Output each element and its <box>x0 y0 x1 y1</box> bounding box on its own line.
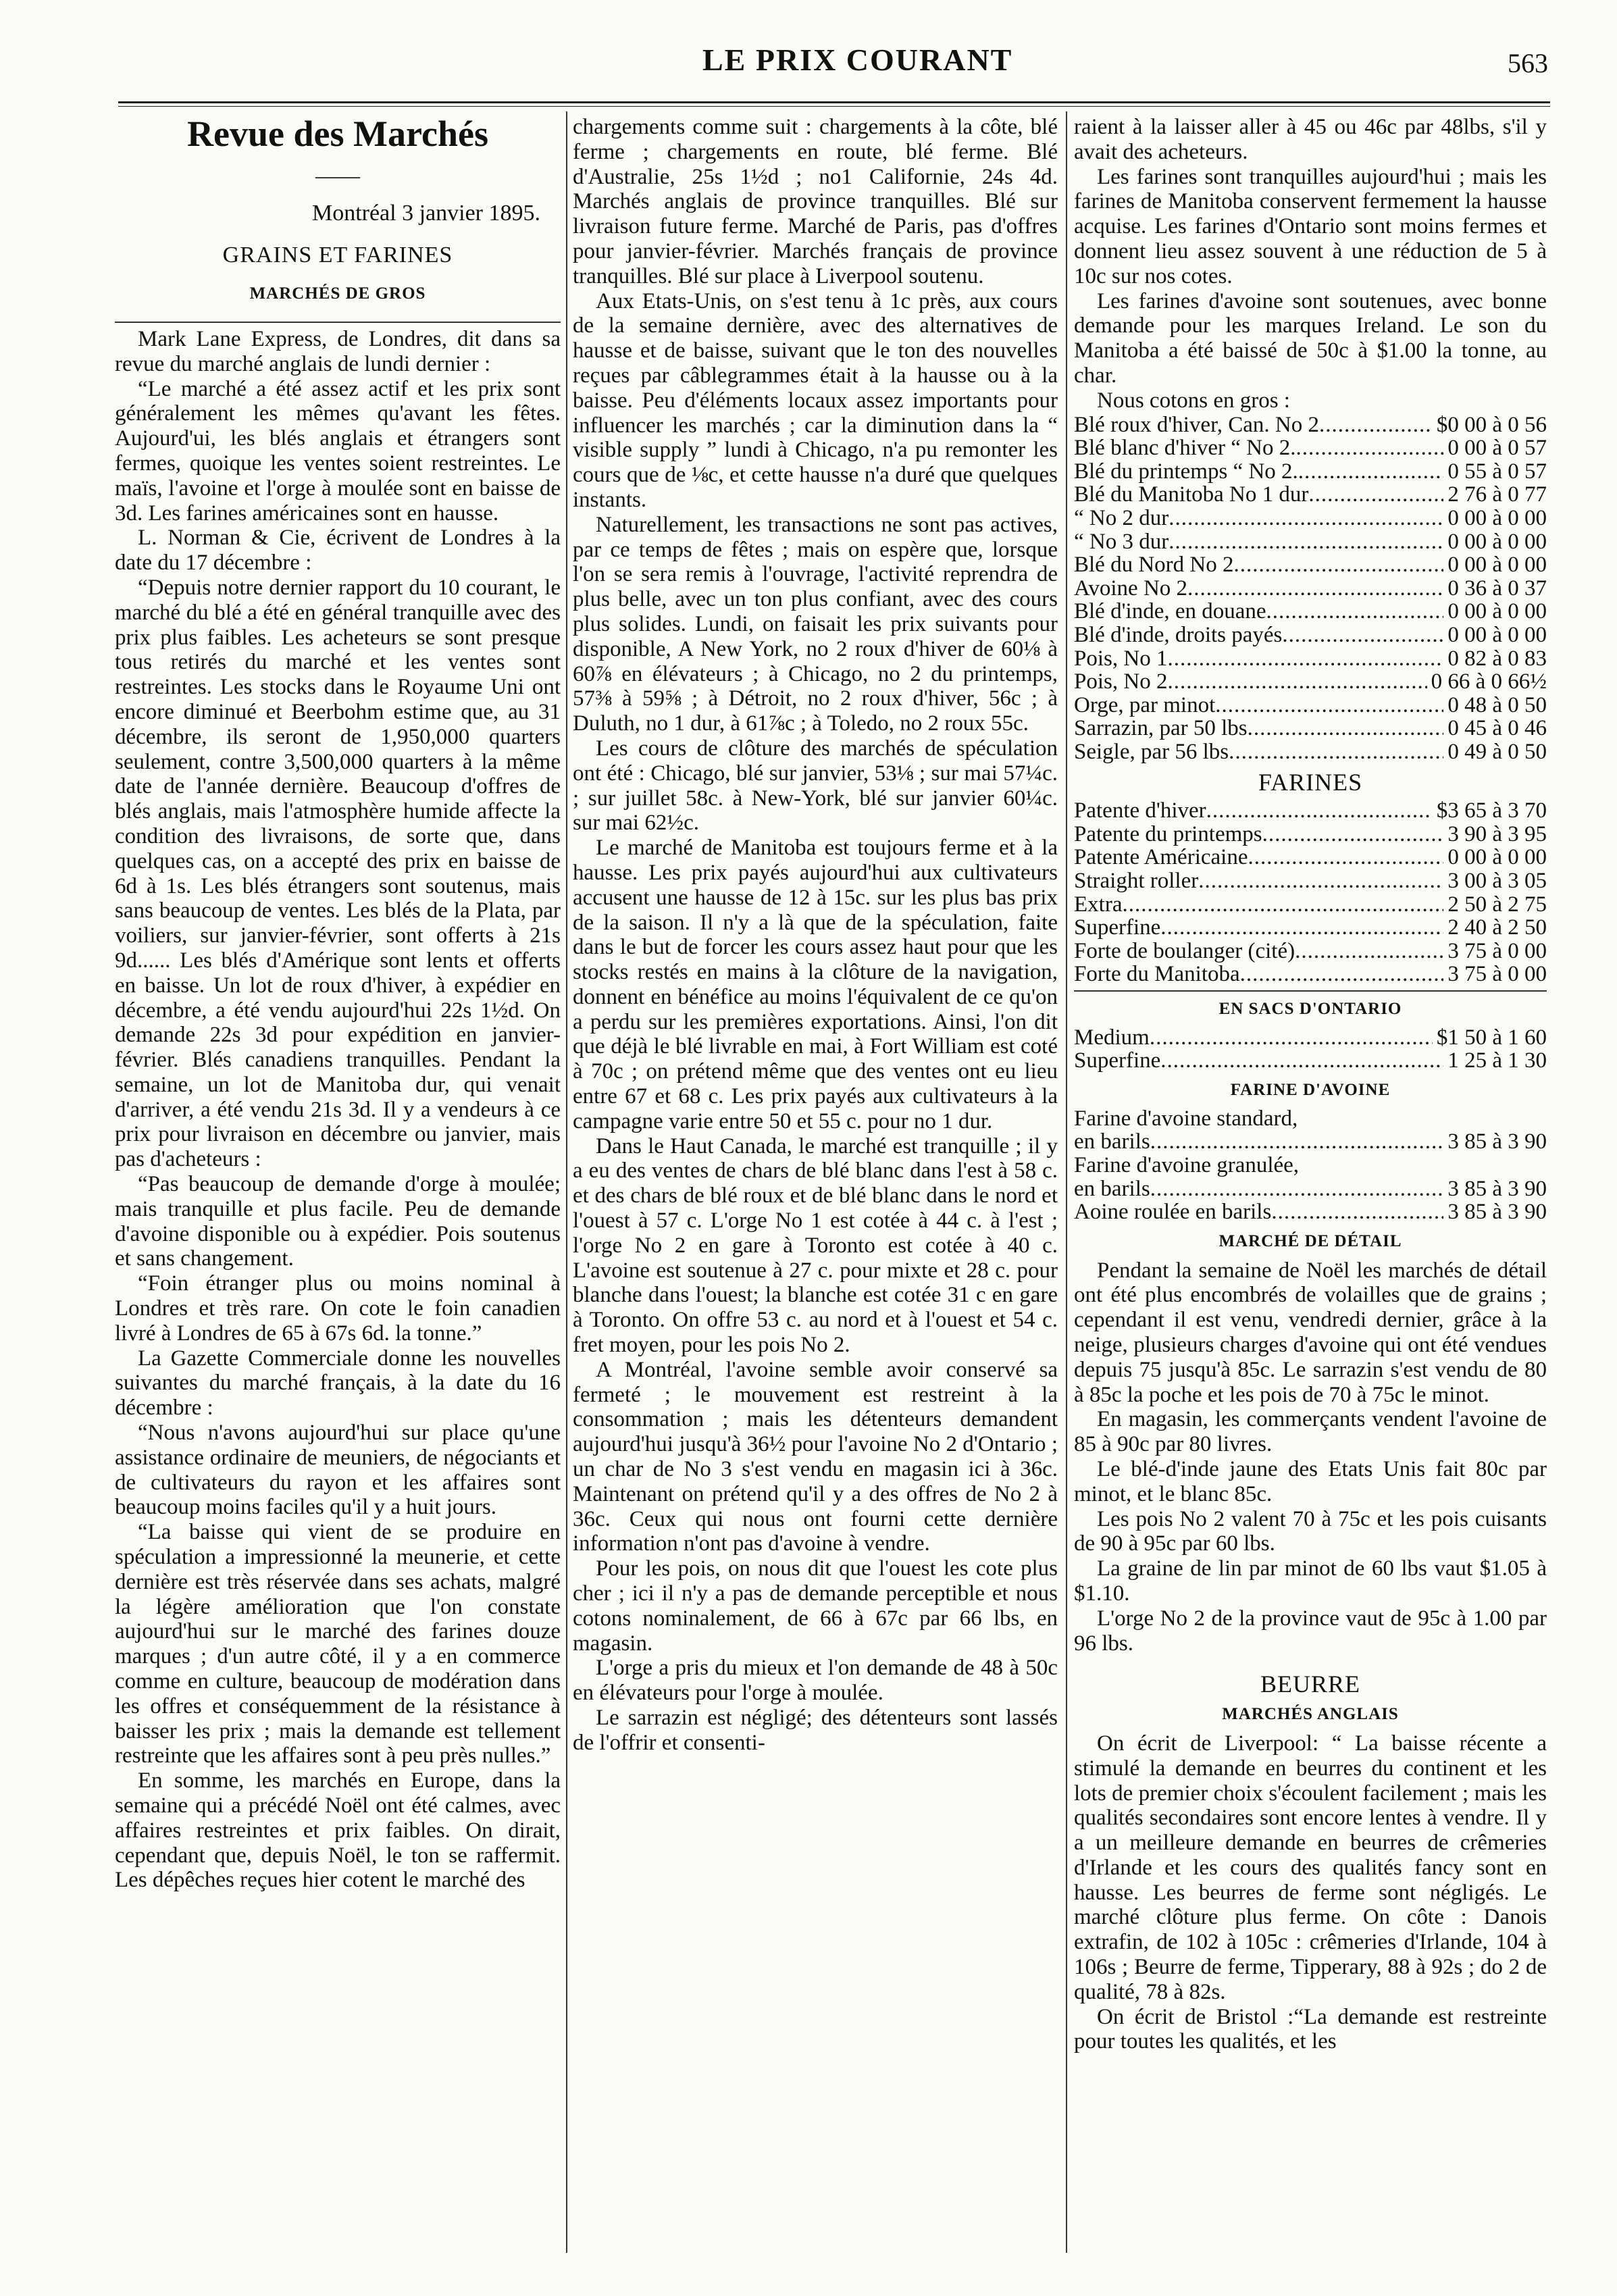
price-label: “ No 3 dur <box>1074 529 1169 554</box>
paragraph: Le blé-d'inde jaune des Etats Unis fait 80c par minot, et le blanc 85c. <box>1074 1456 1547 1506</box>
header-rule <box>118 101 1550 103</box>
price-value: 3 85 à 3 90 <box>1447 1129 1547 1154</box>
price-value: 3 85 à 3 90 <box>1447 1176 1547 1201</box>
leader-dots <box>1262 823 1444 846</box>
price-label: en barils <box>1074 1129 1150 1154</box>
price-row: Farine d'avoine standard, <box>1074 1106 1298 1131</box>
price-row <box>1074 460 1547 484</box>
price-value: 3 90 à 3 95 <box>1447 821 1547 846</box>
price-label: Patente d'hiver <box>1074 798 1206 823</box>
price-row <box>1074 1026 1547 1050</box>
price-row <box>1074 553 1547 577</box>
price-label: Blé du Nord No 2 <box>1074 553 1234 578</box>
price-value: 0 00 à 0 00 <box>1447 845 1547 870</box>
price-row <box>1074 600 1547 623</box>
paragraph: Le sarrazin est négligé; des détenteurs sont lassés de l'offrir et consenti- <box>573 1706 1058 1755</box>
sacs-price-table <box>1074 1026 1547 1073</box>
paragraph: Dans le Haut Canada, le marché est tranquille ; il y a eu des ventes de chars de blé blanc dans l'est à 58 c. et des chars de blé roux et de blé blanc dans le nord et l'ouest à 57 c. L'orge No 1 est cotée à 44 c. à l'est ; l'orge No 2 en gare à Toronto est cotée à 40 c. L'avoine est soutenue à 27 c. pour mixte et 28 c. pour blanche dans l'ouest; la blanche est cotée 31 c en gare à Toronto. On offre 53 c. au nord et à l'ouest et 54 c. fret moyen, pour les pois No 2. <box>573 1133 1058 1358</box>
price-row <box>1074 623 1547 647</box>
subsection-heading-avoine: FARINE D'AVOINE <box>1230 1081 1391 1099</box>
leader-dots <box>1160 916 1443 940</box>
price-label: Blé roux d'hiver, Can. No 2 <box>1074 412 1319 437</box>
price-label: Medium <box>1074 1025 1150 1050</box>
section-heading-farines: FARINES <box>1258 769 1363 796</box>
price-value: 2 50 à 2 75 <box>1447 892 1547 917</box>
price-value: 0 00 à 0 00 <box>1447 529 1547 554</box>
price-row <box>1074 1130 1547 1154</box>
leader-dots <box>1150 1026 1433 1050</box>
price-value: $3 65 à 3 70 <box>1436 798 1547 823</box>
price-label: Superfine <box>1074 915 1161 940</box>
price-label: Pois, No 2 <box>1074 669 1168 694</box>
price-value: 3 85 à 3 90 <box>1447 1200 1547 1225</box>
price-row <box>1074 740 1547 764</box>
price-row: Farine d'avoine granulée, <box>1074 1152 1300 1177</box>
paragraph: Aux Etats-Unis, on s'est tenu à 1c près, aux cours de la semaine dernière, avec des alternatives de hausse et de baisse, suivant que le ton des nouvelles reçues par câblegrammes était à la hausse ou à la baisse. Peu d'éléments locaux assez importants pour influencer les marchés ; car la diminution dans la “ visible supply ” lundi à Chicago, n'a pu remonter les cours que de ⅛c, et cette hausse n'a duré que quelques instants. <box>573 288 1058 512</box>
price-label: Blé d'inde, droits payés <box>1074 622 1283 647</box>
leader-dots <box>1319 413 1433 437</box>
price-value: 2 40 à 2 50 <box>1447 915 1547 940</box>
price-label: Avoine No 2 <box>1074 576 1188 601</box>
price-value: 0 36 à 0 37 <box>1447 576 1547 601</box>
paragraph: “Depuis notre dernier rapport du 10 courant, le marché du blé a été en général tranquille avec des prix plus faibles. Les acheteurs se sont presque tous retirés du marché et les ventes sont restreintes. Les stocks dans le Royaume Uni ont encore diminué et Beerbohm estime que, au 31 décembre, ils seront de 1,950,000 quarters seulement, contre 3,500,000 quarters à la même date de l'année dernière. Beaucoup d'offres de blés anglais, mais l'atmosphère humide affecte la condition des livraisons, de sorte que, dans quelques cas, on a accepté des prix en baisse de 6d à 1s. Les blés étrangers sont soutenus, mais sans beaucoup de ventes. Les blés de la Plata, par voiliers, sur janvier-février, sont offerts à 21s 9d...... Les blés d'Amérique sont lents et offerts en baisse. Un lot de roux d'hiver, à expédier en décembre, a été vendu aujourd'hui 22s 1½d. On demande 22s 3d pour expédition en janvier-février. Blés canadiens tranquilles. Pendant la semaine, un lot de Manitoba dur, qui venait d'arriver, a été vendu 21s 3d. Il y a vendeurs à ce prix pour livraison en décembre ou janvier, mais pas d'acheteurs : <box>115 575 561 1172</box>
price-label: Forte de boulanger (cité) <box>1074 938 1295 963</box>
price-row <box>1074 893 1547 917</box>
paragraph: Le marché de Manitoba est toujours ferme et à la hausse. Les prix payés aujourd'hui aux cultivateurs accusent une hausse de 12 à 15c. sur les plus bas prix de la saison. Il n'y a là que de la spéculation, faite dans le but de forcer les cours assez haut pour que les stocks restés en mains à la clôture de la navigation, donnent en bénéfice au moins l'équivalent de ce qu'on a perdu sur les premières exportations. Ainsi, l'on dit que déjà le blé livrable en mai, à Fort William est coté à 70c ; on prétend même que des ventes ont eu lieu entre 67 et 68 c. Les prix payés aux cultivateurs à la campagne varie entre 50 et 55 c. pour no 1 dur. <box>573 836 1058 1133</box>
price-label: Aoine roulée en barils <box>1074 1200 1272 1225</box>
leader-dots <box>1229 740 1443 764</box>
price-value: 0 45 à 0 46 <box>1447 716 1547 741</box>
paragraph: Pendant la semaine de Noël les marchés de détail ont été plus encombrés de volailles que de grains ; cependant il est venu, vendredi dernier, grâce à la neige, plusieurs charges d'avoine qui ont été vendues depuis 75 jusqu'à 85c. Le sarrazin s'est vendu de 80 à 85c la poche et les pois de 70 à 75c le minot. <box>1074 1258 1547 1407</box>
paragraph: L'orge No 2 de la province vaut de 95c à 1.00 par 96 lbs. <box>1074 1606 1547 1656</box>
price-value: 1 25 à 1 30 <box>1447 1048 1547 1073</box>
leader-dots <box>1271 1200 1443 1224</box>
subsection-heading-detail: MARCHÉ DE DÉTAIL <box>1218 1231 1402 1250</box>
column-1 <box>115 115 561 2269</box>
price-value: 0 00 à 0 00 <box>1447 505 1547 530</box>
price-label: Extra <box>1074 892 1123 917</box>
price-label: Orge, par minot <box>1074 692 1216 717</box>
price-value: 0 82 à 0 83 <box>1447 646 1547 671</box>
farines-price-table <box>1074 799 1547 986</box>
subsection-heading-gros: MARCHÉS DE GROS <box>249 284 426 303</box>
leader-dots <box>1167 670 1427 694</box>
price-row <box>1074 530 1547 554</box>
title-dash: —— <box>315 163 360 188</box>
price-label: Blé d'inde, en douane <box>1074 599 1266 624</box>
leader-dots <box>1167 647 1443 671</box>
paragraph: L'orge a pris du mieux et l'on demande de 48 à 50c en élévateurs pour l'orge à moulée. <box>573 1656 1058 1706</box>
paragraph: On écrit de Bristol :“La demande est restreinte pour toutes les qualités, et les <box>1074 2004 1547 2054</box>
price-value: 3 75 à 0 00 <box>1447 938 1547 963</box>
leader-dots <box>1308 483 1443 507</box>
page-number: 563 <box>1508 48 1548 78</box>
price-row <box>1074 799 1547 823</box>
leader-dots <box>1295 940 1443 963</box>
paragraph: Les pois No 2 valent 70 à 75c et les pois cuisants de 90 à 95c par 60 lbs. <box>1074 1506 1547 1556</box>
price-row <box>1074 916 1547 940</box>
price-label: Blé blanc d'hiver “ No 2. <box>1074 436 1296 461</box>
price-row <box>1074 823 1547 846</box>
price-row <box>1074 413 1547 437</box>
price-row <box>1074 940 1547 963</box>
leader-dots <box>1266 600 1444 623</box>
paragraph: En magasin, les commerçants vendent l'avoine de 85 à 90c par 80 livres. <box>1074 1407 1547 1457</box>
paragraph: Pour les pois, on nous dit que l'ouest les cote plus cher ; ici il n'y a pas de demande perceptible et nous cotons nominalement, de 66 à 67c par 66 lbs, en magasin. <box>573 1556 1058 1656</box>
column-divider-2 <box>1066 111 1067 2253</box>
price-label: Blé du printemps “ No 2. <box>1074 459 1298 484</box>
price-row <box>1074 717 1547 740</box>
price-label: Forte du Manitoba <box>1074 962 1240 987</box>
price-row <box>1074 846 1547 869</box>
leader-dots <box>1298 460 1444 484</box>
price-row <box>1074 1177 1547 1201</box>
leader-dots <box>1296 436 1444 460</box>
column-rule <box>115 322 561 323</box>
header-rule-thin <box>118 106 1550 107</box>
dateline: Montréal 3 janvier 1895. <box>311 200 540 226</box>
paragraph: On écrit de Liverpool: “ La baisse récente a stimulé la demande en beurres du continent et les lots de premier choix s'écoulent facilement ; mais les qualités secondaires sont encore lentes à vendre. Il y a un meilleure demande en beurres de crêmeries d'Irlande et les cours des qualités fancy sont en hausse. Les beurres de ferme sont négligés. Le marché clôture plus ferme. On côte : Danois extrafin, de 102 à 105c : crêmeries d'Irlande, 104 à 106s ; Beurre de ferme, Tipperary, 88 à 92s ; do 2 de qualité, 78 à 82s. <box>1074 1731 1547 2004</box>
paragraph: La graine de lin par minot de 60 lbs vaut $1.05 à $1.10. <box>1074 1556 1547 1606</box>
price-value: 0 66 à 0 66½ <box>1431 669 1547 694</box>
avoine-price-table <box>1074 1107 1547 1224</box>
paragraph: En somme, les marchés en Europe, dans la semaine qui a précédé Noël ont été calmes, avec affaires restreintes et prix faibles. On dirait, cependant que, depuis Noël, le ton se raffermit. Les dépêches reçues hier cotent le marché des <box>115 1768 561 1893</box>
price-row <box>1074 436 1547 460</box>
price-row <box>1074 577 1547 601</box>
paragraph: “Le marché a été assez actif et les prix sont généralement les mêmes qu'avant les fêtes. Aujourd'ui, les blés anglais et étrangers sont fermes, quoique les ventes soient restreintes. Le maïs, l'avoine et l'orge à moulée sont en baisse de 3d. Les farines américaines sont en hausse. <box>115 376 561 526</box>
paragraph: Naturellement, les transactions ne sont pas actives, par ce temps de fêtes ; mais on espère que, lorsque l'on se sera remis à l'ouvrage, l'activité reprendra de plus belle, avec un ton plus confiant, avec des cours plus solides. Lundi, on faisait les prix suivants pour disponible, A New York, no 2 roux d'hiver de 60⅛ à 60⅞ en élévateurs ; à Chicago, no 2 du printemps, 57⅜ à 59⅝ ; à Détroit, no 2 roux d'hiver, 56c ; à Duluth, no 1 dur, à 61⅞c ; à Toledo, no 2 roux 55c. <box>573 512 1058 736</box>
paragraph: A Montréal, l'avoine semble avoir conservé sa fermeté ; le mouvement est restreint à la consommation ; mais les détenteurs demandent aujourd'hui jusqu'à 36½ pour l'avoine No 2 d'Ontario ; un char de No 3 s'est vendu en magasin ici à 36c. Maintenant on prétend qu'il y a des offres de No 2 à 36c. Ceux qui nous ont fourni cette dernière information n'ont pas d'avoine à vendre. <box>573 1357 1058 1556</box>
paragraph: Mark Lane Express, de Londres, dit dans sa revue du marché anglais de lundi dernier : <box>115 326 561 376</box>
section-heading-grains: GRAINS ET FARINES <box>222 243 453 268</box>
price-label: en barils <box>1074 1176 1150 1201</box>
running-header-title: LE PRIX COURANT <box>702 43 1013 77</box>
paragraph: Nous cotons en gros : <box>1097 388 1290 413</box>
price-label: “ No 2 dur <box>1074 505 1169 530</box>
price-row <box>1074 869 1547 893</box>
price-label: Blé du Manitoba No 1 dur <box>1074 482 1309 507</box>
price-label: Sarrazin, par 50 lbs <box>1074 716 1248 741</box>
column-rule <box>1074 990 1547 992</box>
price-value: 0 00 à 0 00 <box>1447 553 1547 578</box>
price-value: 0 49 à 0 50 <box>1447 739 1547 764</box>
price-row <box>1074 1200 1547 1224</box>
section-heading-beurre: BEURRE <box>1260 1670 1360 1698</box>
leader-dots <box>1187 577 1443 601</box>
paragraph: La Gazette Commerciale donne les nouvelles suivantes du marché français, à la date du 16 décembre : <box>115 1346 561 1421</box>
leader-dots <box>1198 869 1443 893</box>
price-value: $0 00 à 0 56 <box>1436 412 1547 437</box>
leader-dots <box>1169 530 1443 554</box>
leader-dots <box>1233 553 1443 577</box>
leader-dots <box>1160 1049 1443 1073</box>
price-row <box>1074 647 1547 671</box>
leader-dots <box>1248 846 1443 869</box>
price-value: 2 76 à 0 77 <box>1447 482 1547 507</box>
price-label: Seigle, par 56 lbs <box>1074 739 1229 764</box>
leader-dots <box>1215 694 1443 717</box>
leader-dots <box>1248 717 1444 740</box>
price-value: 3 75 à 0 00 <box>1447 962 1547 987</box>
column-3 <box>1074 115 1547 2269</box>
price-row <box>1074 694 1547 717</box>
paragraph: Les cours de clôture des marchés de spéculation ont été : Chicago, blé sur janvier, 53⅛ ; sur mai 57¼c. ; sur juillet 58c. à New-York, blé sur janvier 60¼c. sur mai 62½c. <box>573 736 1058 836</box>
paragraph: “Nous n'avons aujourd'hui sur place qu'une assistance ordinaire de meuniers, de négociants et de cultivateurs du rayon et les affaires sont beaucoup moins faciles qu'il y a huit jours. <box>115 1421 561 1520</box>
price-row <box>1074 1049 1547 1073</box>
paragraph: Les farines sont tranquilles aujourd'hui ; mais les farines de Manitoba conservent fermement la hausse acquise. Les farines d'Ontario sont moins fermes et donnent lieu assez souvent à une réduction de 5 à 10c sur nos cotes. <box>1074 164 1547 288</box>
price-row <box>1074 963 1547 986</box>
paragraph: raient à la laisser aller à 45 ou 46c par 48lbs, s'il y avait des acheteurs. <box>1074 115 1547 164</box>
article-title: Revue des Marchés <box>187 115 488 154</box>
paragraph: “Pas beaucoup de demande d'orge à moulée; mais tranquille et plus facile. Peu de demande d'avoine disponible ou à expédier. Pois soutenus et sans changement. <box>115 1172 561 1271</box>
price-label: Straight roller <box>1074 869 1199 894</box>
price-value: 0 00 à 0 00 <box>1447 622 1547 647</box>
paragraph: chargements comme suit : chargements à la côte, blé ferme ; chargements en route, blé ferme. Blé d'Australie, 25s 1½d ; no1 Californie, 24s 4d. Marchés anglais de province tranquilles. Blé sur livraison future ferme. Marché de Paris, pas d'offres pour janvier-février. Marchés français de province tranquilles. Blé sur place à Liverpool soutenu. <box>573 115 1058 288</box>
price-row <box>1074 670 1547 694</box>
price-value: 0 00 à 0 00 <box>1447 599 1547 624</box>
leader-dots <box>1240 963 1444 986</box>
price-row <box>1074 483 1547 507</box>
subsection-heading-anglais: MARCHÉS ANGLAIS <box>1222 1705 1399 1724</box>
price-label: Pois, No 1 <box>1074 646 1168 671</box>
leader-dots <box>1150 1130 1444 1154</box>
paragraph: L. Norman & Cie, écrivent de Londres à la date du 17 décembre : <box>115 526 561 576</box>
leader-dots <box>1169 507 1443 530</box>
leader-dots <box>1150 1177 1444 1201</box>
price-value: 0 00 à 0 57 <box>1447 436 1547 461</box>
price-label: Patente du printemps <box>1074 821 1262 846</box>
column-2 <box>573 115 1058 2269</box>
price-value: $1 50 à 1 60 <box>1436 1025 1547 1050</box>
subsection-heading-sacs: EN SACS D'ONTARIO <box>1218 1000 1402 1019</box>
price-label: Superfine <box>1074 1048 1161 1073</box>
paragraph: “Foin étranger plus ou moins nominal à Londres et très rare. On cote le foin canadien livré à Londres de 65 à 67s 6d. la tonne.” <box>115 1271 561 1346</box>
grain-price-table <box>1074 413 1547 764</box>
price-value: 0 48 à 0 50 <box>1447 692 1547 717</box>
price-value: 0 55 à 0 57 <box>1447 459 1547 484</box>
column-divider-1 <box>566 111 567 2253</box>
price-label: Patente Américaine <box>1074 845 1248 870</box>
paragraph: Les farines d'avoine sont soutenues, avec bonne demande pour les marques Ireland. Le son du Manitoba a été baissé de 50c à $1.00 la tonne, au char. <box>1074 288 1547 388</box>
price-row <box>1074 507 1547 530</box>
price-value: 3 00 à 3 05 <box>1447 869 1547 894</box>
leader-dots <box>1206 799 1433 823</box>
paragraph: “La baisse qui vient de se produire en spéculation a impressionné la meunerie, et cette dernière est très réservée dans ses achats, malgré la légère amélioration que l'on constate aujourd'hui sur le marché des farines douze marques ; d'un autre côté, il y a en commerce comme en culture, beaucoup de modération dans les offres et conséquemment de la résistance à baisser les prix ; mais la demande est tellement restreinte que les affaires sont à peu près nulles.” <box>115 1520 561 1768</box>
leader-dots <box>1282 623 1443 647</box>
leader-dots <box>1122 893 1443 917</box>
